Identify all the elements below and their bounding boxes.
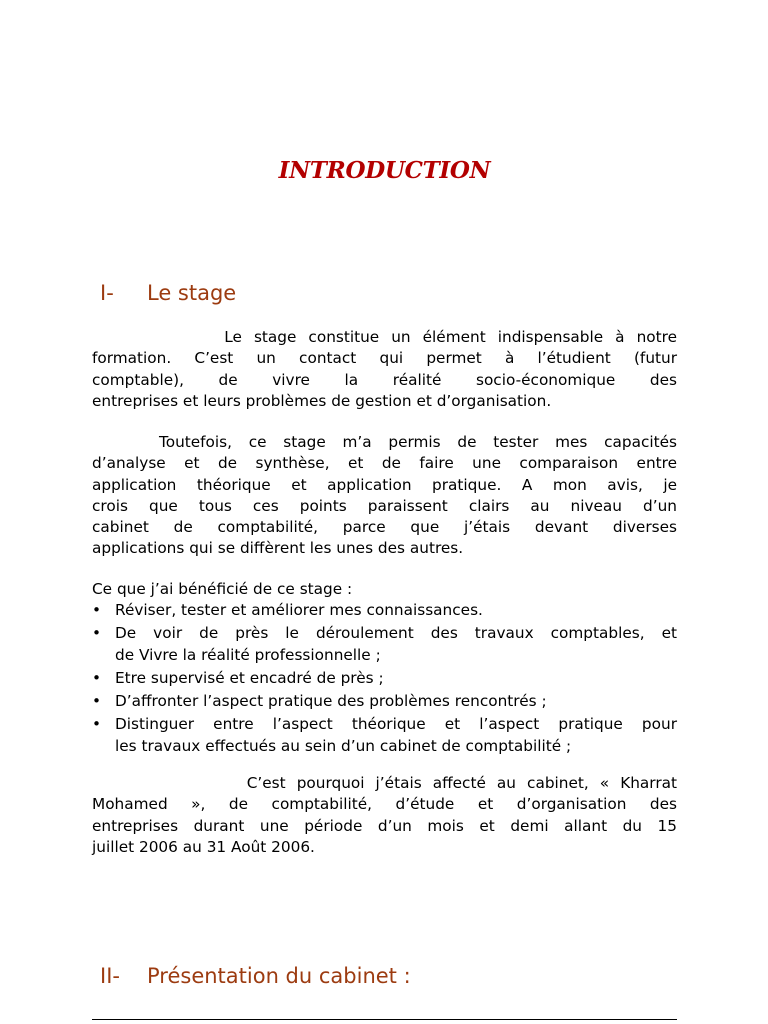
- paragraph-line: application théorique et application pratique. A mon avis, je: [92, 475, 677, 494]
- page-title: INTRODUCTION: [278, 157, 491, 184]
- bullet-icon: •: [92, 601, 102, 619]
- bullet-icon: •: [92, 692, 102, 711]
- section-title: Présentation du cabinet :: [147, 964, 411, 988]
- paragraph-line: Le stage constitue un élément indispensable à notre: [92, 328, 677, 346]
- paragraph-line: C’est pourquoi j’étais affecté au cabinet, « Kharrat: [92, 774, 677, 792]
- paragraph-line: Toutefois, ce stage m’a permis de tester mes capacités: [92, 433, 677, 451]
- list-item-text: D’affronter l’aspect pratique des problèmes rencontrés ;: [115, 692, 547, 711]
- paragraph-line: Mohamed », de comptabilité, d’étude et d’organisation des: [92, 795, 677, 814]
- list-item: [92, 668, 677, 689]
- bullet-icon: •: [92, 668, 102, 687]
- paragraph-line: Ce que j’ai bénéficié de ce stage :: [92, 580, 353, 598]
- list-item-text: De voir de près le déroulement des travaux comptables, et: [115, 624, 677, 643]
- list-item: [92, 600, 677, 621]
- paragraph-toutefois: [92, 432, 677, 560]
- paragraph-line: cabinet de comptabilité, parce que j’étais devant diverses: [92, 518, 677, 537]
- section-title: Le stage: [147, 281, 237, 305]
- page-bottom-rule: [92, 1019, 677, 1020]
- benefits-intro: [92, 579, 677, 600]
- paragraph-line: entreprises durant une période d’un mois et demi allant du 15: [92, 816, 677, 835]
- list-item: [92, 691, 677, 712]
- list-item: [92, 714, 677, 757]
- paragraph-line: formation. C’est un contact qui permet à l’étudient (futur: [92, 349, 677, 368]
- section-number: I-: [100, 281, 114, 305]
- section-heading-le-stage: [100, 281, 236, 305]
- list-item-text: Etre supervisé et encadré de près ;: [115, 668, 384, 687]
- paragraph-line: d’analyse et de synthèse, et de faire une comparaison entre: [92, 454, 677, 473]
- bullet-icon: •: [92, 624, 102, 643]
- paragraph-line: entreprises et leurs problèmes de gestion et d’organisation.: [92, 391, 552, 410]
- list-item-text: les travaux effectués au sein d’un cabinet de comptabilité ;: [115, 736, 572, 755]
- paragraph-line: applications qui se diffèrent les unes des autres.: [92, 539, 464, 558]
- paragraph-cabinet-assignment: [92, 773, 677, 858]
- paragraph-stage-definition: [92, 327, 677, 412]
- list-item-text: Réviser, tester et améliorer mes connaissances.: [115, 601, 483, 619]
- list-item: [92, 623, 677, 666]
- list-item-text: Distinguer entre l’aspect théorique et l’aspect pratique pour: [115, 715, 677, 734]
- paragraph-line: comptable), de vivre la réalité socio-économique des: [92, 370, 677, 389]
- paragraph-line: juillet 2006 au 31 Août 2006.: [92, 837, 315, 856]
- benefits-list: [92, 600, 677, 759]
- section-number: II-: [100, 964, 120, 988]
- section-heading-presentation: [100, 964, 411, 988]
- paragraph-line: crois que tous ces points paraissent clairs au niveau d’un: [92, 496, 677, 515]
- document-page: [92, 0, 677, 1024]
- list-item-text: de Vivre la réalité professionnelle ;: [115, 645, 381, 664]
- bullet-icon: •: [92, 715, 102, 734]
